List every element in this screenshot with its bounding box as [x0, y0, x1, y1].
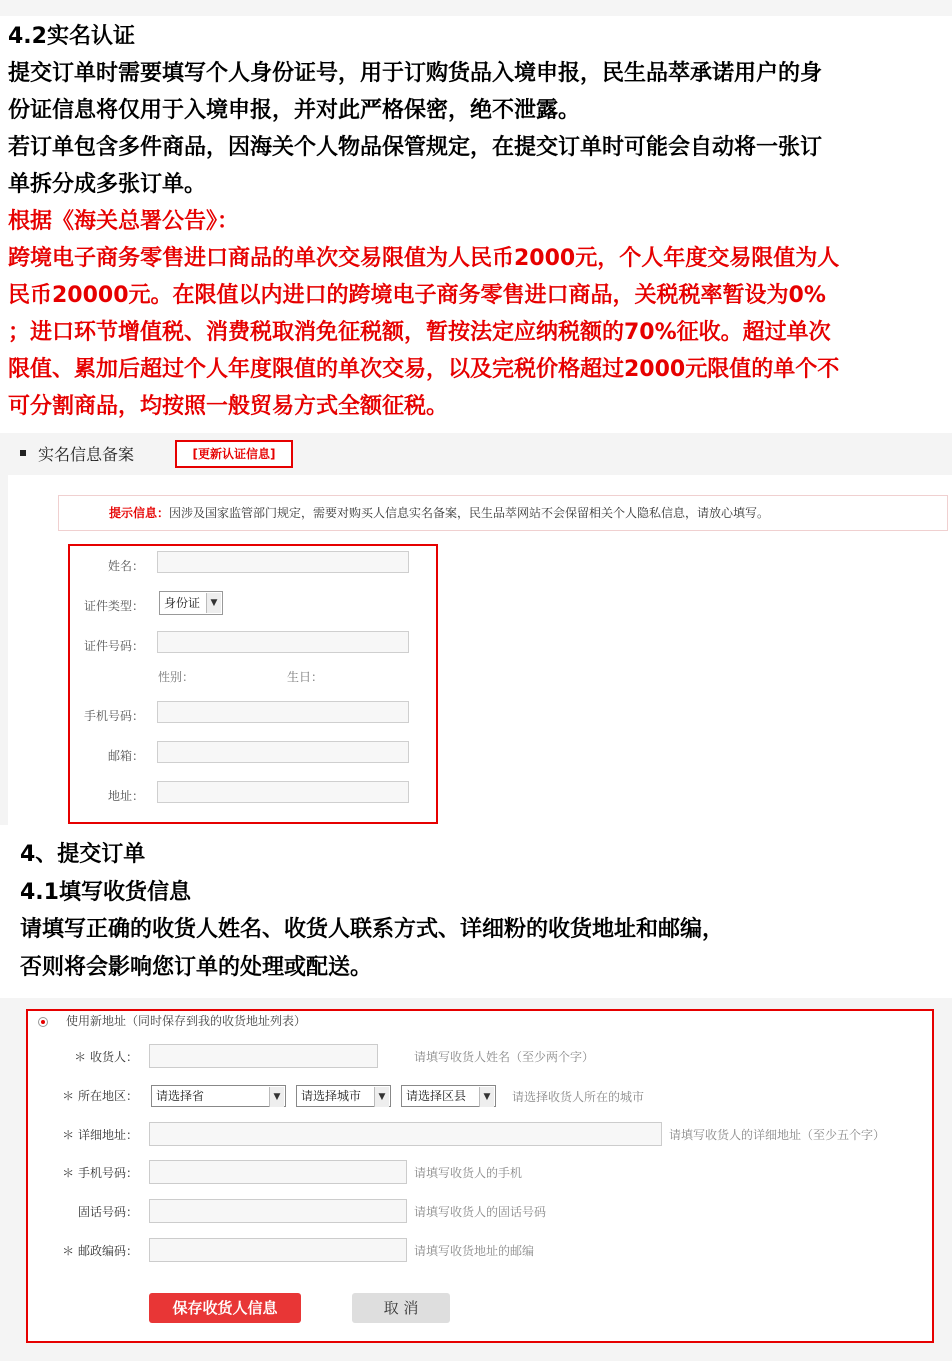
- doc-line: 4.2实名认证: [8, 24, 135, 49]
- mobile-input[interactable]: [149, 1160, 407, 1184]
- save-consignee-button[interactable]: 保存收货人信息: [149, 1293, 301, 1323]
- idno-input[interactable]: [157, 631, 409, 653]
- doc-line: 单拆分成多张订单。: [8, 172, 207, 197]
- bullet-icon: [20, 450, 26, 456]
- customs-notice-line: 民币20000元。在限值以内进口的跨境电子商务零售进口商品，关税税率暂设为0%: [8, 283, 826, 308]
- email-label: 邮箱：: [107, 749, 144, 763]
- realname-title: 实名信息备案: [38, 445, 135, 464]
- doc-line: 4、提交订单: [20, 842, 146, 867]
- realname-doc-text: [8, 18, 948, 425]
- consignee-label: ＊ 收货人：: [74, 1050, 138, 1064]
- doc-line: 4.1填写收货信息: [20, 879, 191, 905]
- detail-label: ＊ 详细地址：: [62, 1128, 138, 1142]
- doc-line: 否则将会影响您订单的处理或配送。: [20, 954, 373, 980]
- address-label: 地址：: [107, 789, 144, 803]
- submit-order-doc-text: [20, 836, 724, 986]
- email-input[interactable]: [157, 741, 409, 763]
- province-value: 请选择省: [156, 1089, 205, 1103]
- address-form-highlight: [26, 1009, 934, 1343]
- address-screenshot: [0, 998, 952, 1361]
- gender-label: 性别：: [158, 670, 195, 684]
- zip-label: ＊ 邮政编码：: [62, 1244, 138, 1258]
- realname-header: [0, 433, 952, 475]
- district-select[interactable]: [401, 1085, 496, 1107]
- province-select[interactable]: [151, 1085, 286, 1107]
- region-hint: 请选择收货人所在的城市: [512, 1090, 645, 1104]
- detail-input[interactable]: [149, 1122, 662, 1146]
- top-strip: [0, 0, 952, 16]
- doc-line: 份证信息将仅用于入境申报，并对此严格保密，绝不泄露。: [8, 98, 581, 123]
- consignee-input[interactable]: [149, 1044, 378, 1068]
- region-label: ＊ 所在地区：: [62, 1089, 138, 1103]
- realname-screenshot: [0, 433, 952, 825]
- tip-label: 提示信息：: [109, 506, 170, 520]
- tel-label: 固话号码：: [77, 1205, 138, 1219]
- idtype-value: 身份证: [164, 596, 201, 610]
- city-select[interactable]: [296, 1085, 391, 1107]
- idno-label: 证件号码：: [83, 639, 144, 653]
- chevron-down-icon: ▼: [206, 593, 221, 613]
- doc-line: 请填写正确的收货人姓名、收货人联系方式、详细粉的收货地址和邮编，: [20, 917, 725, 942]
- new-address-label: 使用新地址（同时保存到我的收货地址列表）: [66, 1014, 307, 1028]
- idtype-label: 证件类型：: [83, 599, 144, 613]
- cancel-button[interactable]: 取 消: [352, 1293, 450, 1323]
- consignee-hint: 请填写收货人姓名（至少两个字）: [414, 1050, 595, 1064]
- phone-label: 手机号码：: [83, 709, 144, 723]
- name-input[interactable]: [157, 551, 409, 573]
- chevron-down-icon: ▼: [374, 1087, 389, 1107]
- new-address-radio[interactable]: [38, 1017, 48, 1027]
- mobile-hint: 请填写收货人的手机: [414, 1166, 523, 1180]
- chevron-down-icon: ▼: [479, 1087, 494, 1107]
- doc-line: 提交订单时需要填写个人身份证号，用于订购货品入境申报，民生品萃承诺用户的身: [8, 61, 823, 86]
- customs-notice-line: 可分割商品，均按照一般贸易方式全额征税。: [8, 394, 449, 419]
- idtype-select[interactable]: [159, 591, 223, 615]
- zip-input[interactable]: [149, 1238, 407, 1262]
- tel-input[interactable]: [149, 1199, 407, 1223]
- city-value: 请选择城市: [301, 1089, 362, 1103]
- tip-banner: [58, 495, 948, 531]
- customs-notice-line: 跨境电子商务零售进口商品的单次交易限值为人民币2000元，个人年度交易限值为人: [8, 246, 840, 271]
- customs-notice-line: 限值、累加后超过个人年度限值的单次交易，以及完税价格超过2000元限值的单个不: [8, 357, 840, 382]
- doc-line: 若订单包含多件商品，因海关个人物品保管规定，在提交订单时可能会自动将一张订: [8, 135, 823, 160]
- zip-hint: 请填写收货地址的邮编: [414, 1244, 535, 1258]
- realname-panel: [8, 475, 952, 825]
- customs-notice-line: 根据《海关总署公告》：: [8, 209, 240, 234]
- customs-notice-line: ；进口环节增值税、消费税取消免征税额，暂按法定应纳税额的70%征收。超过单次: [8, 320, 831, 345]
- address-input[interactable]: [157, 781, 409, 803]
- district-value: 请选择区县: [406, 1089, 467, 1103]
- birthday-label: 生日：: [287, 670, 324, 684]
- tip-text: 因涉及国家监管部门规定，需要对购买人信息实名备案，民生品萃网站不会保留相关个人隐私信息，请放心填写。: [169, 506, 770, 520]
- chevron-down-icon: ▼: [269, 1087, 284, 1107]
- phone-input[interactable]: [157, 701, 409, 723]
- mobile-label: ＊ 手机号码：: [62, 1166, 138, 1180]
- name-label: 姓名：: [107, 559, 144, 573]
- update-auth-button[interactable]: [更新认证信息]: [175, 440, 293, 468]
- detail-hint: 请填写收货人的详细地址（至少五个字）: [669, 1128, 886, 1142]
- tel-hint: 请填写收货人的固话号码: [414, 1205, 547, 1219]
